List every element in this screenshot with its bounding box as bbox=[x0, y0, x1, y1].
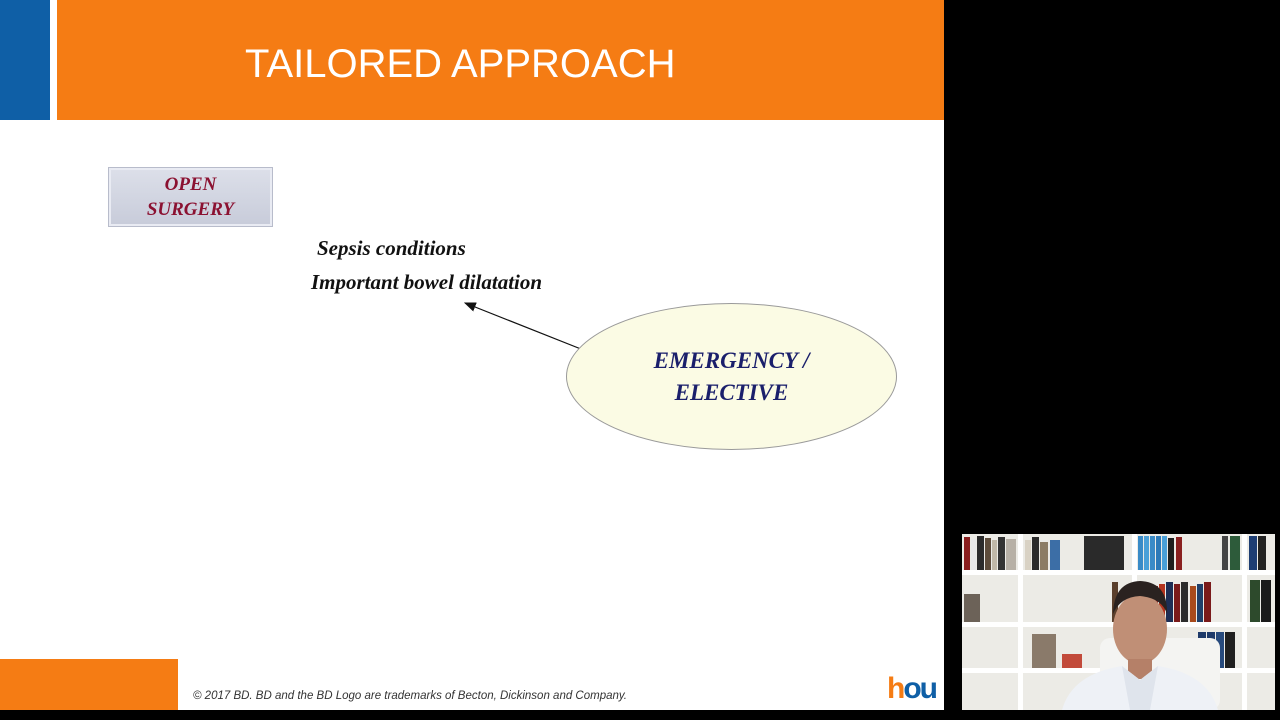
emergency-elective-ellipse bbox=[566, 303, 897, 450]
footer-orange-bar bbox=[0, 659, 178, 710]
condition-sepsis: Sepsis conditions bbox=[317, 236, 466, 260]
open-surgery-line2: SURGERY bbox=[146, 199, 235, 220]
presenter-webcam bbox=[962, 534, 1275, 710]
open-surgery-line1: OPEN bbox=[164, 174, 217, 195]
condition-bowel-dilatation: Important bowel dilatation bbox=[311, 270, 543, 294]
copyright-notice: © 2017 BD. BD and the BD Logo are trademarks of Becton, Dickinson and Company. bbox=[193, 690, 627, 702]
presenter-video-icon bbox=[962, 534, 1275, 710]
ellipse-line2: ELECTIVE bbox=[674, 379, 789, 405]
ellipse-line1: EMERGENCY / bbox=[653, 347, 810, 373]
slide-title: TAILORED APPROACH bbox=[245, 42, 676, 86]
hcu-logo: hou bbox=[887, 672, 936, 705]
